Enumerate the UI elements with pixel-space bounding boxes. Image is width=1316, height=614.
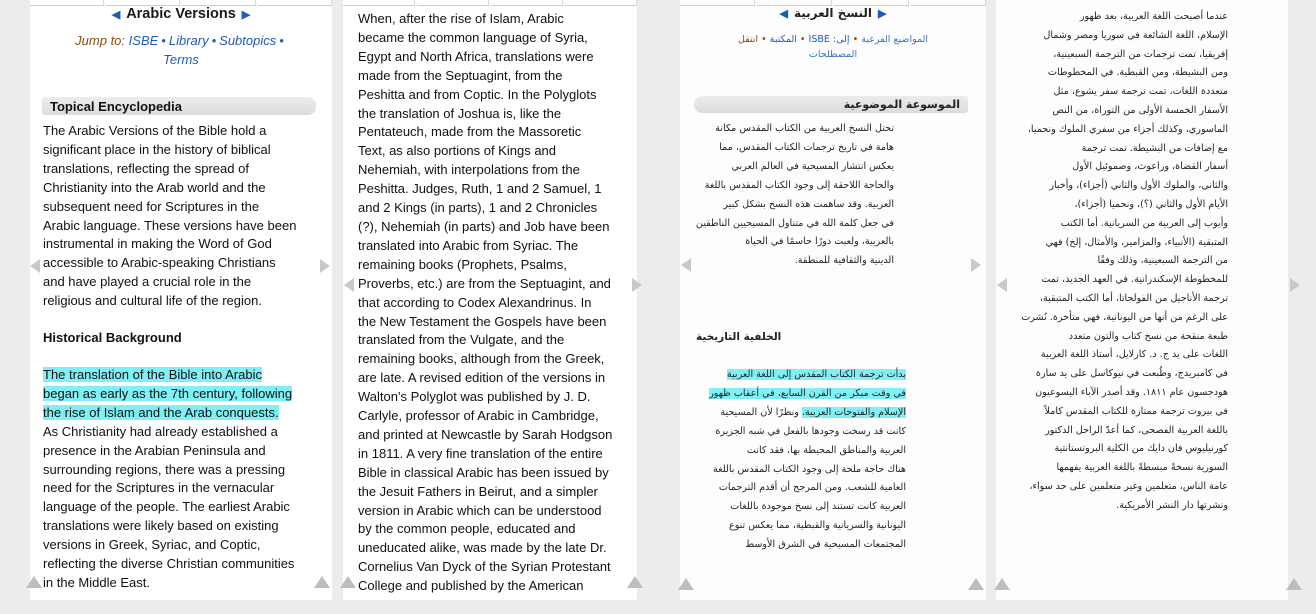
- page-prev-icon[interactable]: [30, 259, 40, 273]
- text-line: تحتل النسخ العربية من الكتاب المقدس مكانة: [715, 123, 894, 134]
- intro-paragraph: [694, 120, 894, 271]
- text-line: ونشرتها دار النشر الأمريكية.: [1116, 499, 1228, 511]
- text-line: عندما أصبحت اللغة العربية، بعد ظهور: [1079, 11, 1228, 22]
- text-line: Pentateuch, made from the Massoretic: [358, 124, 582, 140]
- intro-paragraph: [43, 122, 296, 311]
- page-prev-icon[interactable]: [997, 278, 1007, 292]
- prev-arrow-icon[interactable]: ◀: [111, 9, 121, 21]
- text-line: that according to Codex Alexandrinus. In: [358, 294, 592, 310]
- jump-link-terms[interactable]: Terms: [163, 52, 199, 67]
- text-line: Arabic language. These versions have been: [43, 217, 297, 233]
- arabic-page-1: [680, 0, 986, 600]
- next-arrow-icon[interactable]: ▶: [878, 8, 887, 20]
- text-line: When, after the rise of Islam, Arabic: [358, 11, 564, 26]
- text-line: كورنيليوس فان دايك من الكلية البروتستانتية: [1054, 443, 1228, 455]
- text-line: كانت قد رسخت وجودها بالفعل في شبه الجزيرة: [715, 425, 906, 437]
- text-line: (?), Nehemiah (in parts) and Job have been: [358, 218, 610, 234]
- text-line: الماسوري، وكذلك أجزاء من سفري الملوك ونحميا،: [1027, 123, 1228, 135]
- text-line: translated into Arabic from Syriac. The: [358, 237, 579, 253]
- page-title: Arabic Versions: [126, 6, 236, 22]
- top-tab-strip: [343, 0, 637, 6]
- text-line: in the Middle East.: [43, 574, 150, 590]
- text-line: Text, as also portions of Kings and: [358, 143, 557, 159]
- text-line: على الرغم من أنها من اليونانية، فهي متأخرة. نُشرت: [1021, 311, 1228, 323]
- text-line: and printed at Newcastle by Sarah Hodgson: [358, 426, 613, 442]
- text-line: translations, reflecting the spread of: [43, 160, 249, 176]
- text-line: As Christianity had already established a: [43, 423, 278, 439]
- text-line: المجتمعات المسيحية في الشرق الأوسط: [745, 539, 906, 551]
- text-line: uneducated alike, was made by the late Dr.: [358, 540, 607, 556]
- arabic-page-2: [996, 0, 1288, 600]
- section-heading: Topical Encyclopedia: [42, 97, 316, 115]
- text-line: العربية والمناطق المحيطة بها، فقد كانت: [746, 444, 906, 456]
- text-line: الدينية والثقافية للمنطقة.: [794, 255, 894, 267]
- jump-link-subtopics[interactable]: Subtopics: [219, 33, 277, 48]
- scroll-up-icon[interactable]: [1286, 578, 1302, 590]
- text-line: ترجمة الأناجيل من الفولجاتا، أما الكتب المتبقية،: [1039, 292, 1228, 304]
- text-line: version in Arabic which can be understood: [358, 502, 602, 518]
- jump-link-terms[interactable]: المصطلحات: [808, 49, 858, 60]
- subheading: Historical Background: [43, 330, 182, 345]
- text-line: من الترجمة السبعينية، وذلك وفقًا: [1097, 255, 1228, 267]
- text-line: presence in the Arabian Peninsula and: [43, 442, 266, 458]
- text-line: إفريقيا، تمت ترجمات من الترجمة السبعينية،: [1053, 48, 1228, 60]
- text-line: Peshitta. Judges, Ruth, 1 and 2 Samuel, 1: [358, 181, 602, 197]
- text-line: language of the people. The earliest Arabic: [43, 499, 290, 515]
- history-paragraph: [694, 366, 906, 555]
- text-line: the New Testament the Gospels have been: [358, 313, 607, 329]
- text-fragment: ونظرًا لأن المسيحية: [720, 406, 799, 418]
- scroll-up-icon[interactable]: [627, 576, 643, 588]
- text-line: accessible to Arabic-speaking Christians: [43, 255, 276, 271]
- highlighted-text: the rise of Islam and the Arab conquests.: [43, 404, 279, 420]
- highlighted-text: The translation of the Bible into Arabic: [43, 367, 262, 382]
- text-line: باللغة العربية الفصحى، كما أعدّ الراحل الدكتور: [1045, 424, 1228, 436]
- text-line: religious and cultural life of the region.: [43, 293, 262, 309]
- jump-link-isbe[interactable]: إلى: ISBE: [808, 34, 850, 45]
- text-line: reflecting the diverse Christian communities: [43, 556, 295, 572]
- text-line: and have played a crucial role in the: [43, 274, 252, 290]
- continued-paragraph: [358, 10, 612, 596]
- text-line: اللغات على يد ج. د. كارلايل، أستاذ اللغة العربية: [1040, 349, 1228, 361]
- text-line: remaining books, although from the Greek,: [358, 351, 605, 367]
- scroll-up-icon[interactable]: [26, 576, 42, 588]
- prev-arrow-icon[interactable]: ◀: [779, 8, 788, 20]
- text-line: في جعل كلمة الله في متناول المسيحيين الناطقين: [695, 217, 894, 229]
- text-line: remaining books (Prophets, Psalms,: [358, 256, 567, 272]
- next-arrow-icon[interactable]: ▶: [241, 9, 251, 21]
- english-page-1: [30, 0, 332, 600]
- text-line: هامة في تاريخ ترجمات الكتاب المقدس، مما: [719, 141, 894, 153]
- highlighted-text: الإسلام والفتوحات العربية.: [801, 406, 906, 418]
- text-line: instrumental in making the Word of God: [43, 236, 272, 252]
- text-line: by the common people, educated and: [358, 521, 576, 537]
- text-line: مع إضافات من البشيطة. تمت ترجمة: [1081, 142, 1228, 154]
- page-next-icon[interactable]: [1290, 278, 1300, 292]
- text-line: في كامبريدج، وطُبعت في نيوكاسل على يد سارة: [1035, 368, 1228, 380]
- text-line: and 2 Kings (in parts), 1 and 2 Chronicles: [358, 200, 598, 216]
- version-nav: [30, 6, 332, 22]
- text-line: والحاجة اللاحقة إلى وجود الكتاب المقدس باللغة: [704, 179, 894, 191]
- text-line: الأيام الأول والثاني (؟)، ونحميا (أجزاء)،: [1074, 198, 1228, 210]
- jump-link-subtopics[interactable]: المواضيع الفرعية: [861, 34, 929, 45]
- text-line: بالعربية، ولعبت دورًا حاسمًا في الحياة: [745, 236, 894, 248]
- text-line: وأيوب إلى العربية من السريانية. أما الكتب: [1060, 217, 1228, 229]
- highlighted-text: في وقت مبكر من القرن السابع، في أعقاب ظهور: [709, 387, 906, 399]
- text-line: versions in Greek, Syriac, and Coptic,: [43, 537, 261, 553]
- text-line: السورية نسخةً مبسطةً باللغة العربية يفهمها: [1056, 462, 1228, 474]
- jump-to-label: انتقل: [737, 34, 759, 45]
- text-line: متعددة اللغات، تمت ترجمة سفر يشوع، مثل: [1053, 86, 1228, 98]
- scroll-up-icon[interactable]: [678, 578, 694, 590]
- text-line: عامة الناس، متعلمين وغير متعلمين على حد سواء،: [1029, 480, 1228, 492]
- jump-to-label: Jump to:: [75, 33, 126, 48]
- text-line: Peshitta and from Coptic. In the Polyglots: [358, 86, 597, 102]
- text-line: الإسلام، اللغة الشائعة في سوريا ومصر وشمال: [1043, 29, 1228, 41]
- text-line: والثاني، والملوك الأول والثاني (أجزاء)، وأخبار: [1049, 180, 1228, 192]
- text-line: translations were likely based on existing: [43, 518, 279, 534]
- page-next-icon[interactable]: [971, 258, 981, 272]
- highlighted-text: بدأت ترجمة الكتاب المقدس إلى اللغة العربية: [726, 369, 906, 380]
- scroll-up-icon[interactable]: [994, 578, 1010, 590]
- version-nav: [680, 6, 986, 20]
- text-line: need for the Scriptures in the vernacular: [43, 480, 275, 496]
- text-line: العربية. وقد ساهمت هذه النسخ بشكل كبير: [723, 198, 894, 210]
- jump-to-bar: Jump to: ISBE • Library • Subtopics • Terms: [75, 33, 284, 67]
- text-line: College and published by the American: [358, 578, 584, 594]
- text-line: are late. A revised edition of the versions in: [358, 370, 606, 386]
- jump-link-isbe[interactable]: ISBE: [128, 33, 159, 48]
- scroll-up-icon[interactable]: [340, 576, 356, 588]
- continued-paragraph: [1000, 8, 1228, 516]
- text-line: العربية كانت تستند إلى نسخ موجودة باللغات: [730, 501, 906, 513]
- jump-link-library[interactable]: المكتبة: [769, 34, 797, 45]
- text-line: Christianity into the Arab world and the: [43, 179, 266, 195]
- text-line: المتبقية (الأنبياء، والمزامير، والأمثال، إلخ) فهي: [1045, 236, 1228, 248]
- text-line: Bible in classical Arabic has been issued by: [358, 464, 609, 480]
- text-line: Egypt and North Africa, translations were: [358, 48, 594, 64]
- text-line: significant place in the history of biblical: [43, 141, 271, 157]
- text-line: ومن البشيطة، ومن القبطية. في المخطوطات: [1047, 67, 1228, 79]
- jump-link-library[interactable]: Library: [168, 33, 209, 48]
- text-line: هناك حاجة ملحة إلى وجود الكتاب المقدس باللغة: [712, 463, 906, 475]
- text-line: اليونانية والسريانية والقبطية، مما يعكس تنوع: [728, 520, 906, 532]
- history-paragraph: [43, 366, 294, 593]
- text-line: طبعة منقحة من نسخ كتاب والتون متعدد: [1068, 330, 1228, 342]
- section-heading: الموسوعة الموضوعية: [694, 96, 968, 113]
- text-line: الأسفار الخمسة الأولى من التوراة، من النص: [1052, 104, 1228, 116]
- text-line: هودجسون عام ١٨١١. وقد أصدر الآباء اليسوعيون: [1035, 386, 1228, 398]
- text-line: أسفار القضاة، وراعوث، وصموئيل الأول: [1072, 161, 1228, 173]
- text-line: in 1811. A very fine translation of the entire: [358, 445, 603, 461]
- jump-to-bar: المواضيع الفرعية • إلى: ISBE • المكتبة • انتقل المصطلحات: [737, 34, 929, 60]
- text-line: made from the Septuagint, from the: [358, 67, 563, 83]
- text-line: العامية للشعب. ومن المرجح أن أقدم الترجمات: [718, 482, 906, 494]
- subheading: الخلفية التاريخية: [696, 331, 782, 343]
- text-line: للمخطوطة الإسكندرانية. في العهد الجديد، تمت: [1041, 274, 1228, 286]
- text-line: the translation of Joshua is, like the: [358, 105, 562, 121]
- text-line: the Jesuit Fathers in Beirut, and a simpler: [358, 483, 598, 499]
- text-line: Walton's Polyglot was published by J. D.: [358, 389, 591, 405]
- text-line: Carlyle, professor of Arabic in Cambridge,: [358, 408, 599, 424]
- scroll-up-icon[interactable]: [314, 576, 330, 588]
- page-next-icon[interactable]: [320, 259, 330, 273]
- page-title: النسخ العربية: [793, 6, 873, 20]
- text-line: surrounding regions, there was a pressing: [43, 461, 286, 477]
- text-line: became the common language of Syria,: [358, 29, 588, 45]
- text-line: The Arabic Versions of the Bible hold a: [43, 123, 267, 138]
- text-line: Cornelius Van Dyck of the Syrian Protestant: [358, 559, 611, 575]
- page-prev-icon[interactable]: [681, 258, 691, 272]
- scroll-up-icon[interactable]: [968, 578, 984, 590]
- text-line: يعكس انتشار المسيحية في العالم العربي: [731, 160, 894, 172]
- english-page-2: [343, 0, 637, 600]
- highlighted-text: began as early as the 7th century, following: [43, 385, 293, 401]
- text-line: Nehemiah, with interpolations from the: [358, 162, 580, 178]
- page-prev-icon[interactable]: [344, 278, 354, 292]
- text-line: Proverbs, etc.) are from the Septuagint, and: [358, 275, 611, 291]
- text-line: في بيروت ترجمة ممتازة للكتاب المقدس كاملاً: [1044, 405, 1228, 417]
- text-line: subsequent need for Scriptures in the: [43, 198, 260, 214]
- text-line: translated from the Vulgate, and the: [358, 332, 565, 348]
- page-next-icon[interactable]: [632, 278, 642, 292]
